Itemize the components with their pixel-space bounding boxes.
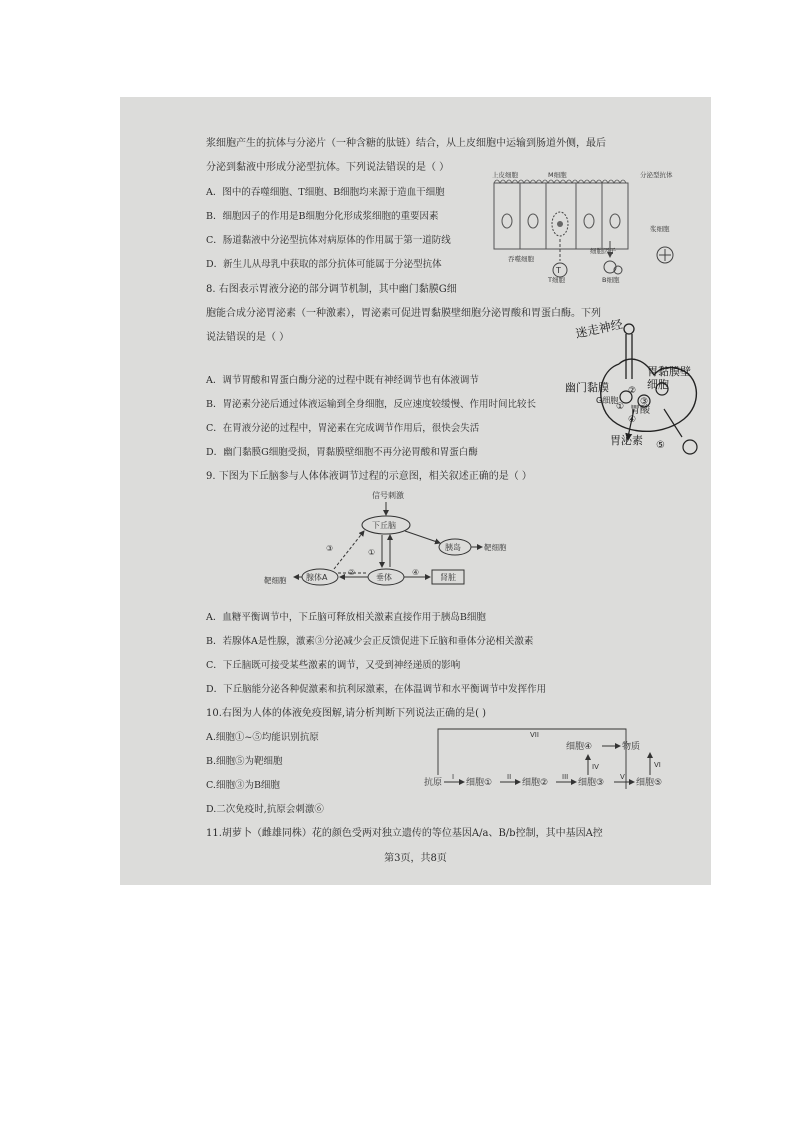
q8-option-a: A．调节胃酸和胃蛋白酶分泌的过程中既有神经调节也有体液调节	[206, 375, 479, 386]
hand-number-4: ④	[628, 415, 637, 425]
q10-option-c: C.细胞③为B细胞	[206, 780, 280, 791]
signal-stimulus-label: 信号刺激	[372, 491, 404, 500]
q7-option-a: A．图中的吞噬细胞、T细胞、B细胞均来源于造血干细胞	[206, 187, 445, 198]
macrophage-label: 吞噬细胞	[508, 255, 534, 263]
q7-option-d: D．新生儿从母乳中获取的部分抗体可能属于分泌型抗体	[206, 259, 442, 270]
q9-option-c: C．下丘脑既可接受某些激素的调节，又受到神经递质的影响	[206, 660, 461, 671]
hand-number-2: ②	[628, 386, 637, 396]
q8-stem-line-2: 胞能合成分泌胃泌素（一种激素），胃泌素可促进胃黏膜壁细胞分泌胃酸和胃蛋白酶。下列	[206, 308, 601, 319]
q11-stem: 11.胡萝卜（雌雄同株）花的颜色受两对独立遗传的等位基因A/a、B/b控制，其中基因A控	[206, 828, 603, 839]
t-cell-letter: T	[556, 266, 561, 275]
t-cell-label: T细胞	[548, 276, 565, 284]
q7-option-c: C．肠道黏液中分泌型抗体对病原体的作用属于第一道防线	[206, 235, 451, 246]
q9-option-a: A．血糖平衡调节中，下丘脑可释放相关激素直接作用于胰岛B细胞	[206, 612, 486, 623]
route-ii: II	[507, 773, 512, 781]
q9-option-d: D．下丘脑能分泌各种促激素和抗利尿激素，在体温调节和水平衡调节中发挥作用	[206, 684, 547, 695]
q8-option-d: D．幽门黏膜G细胞受损，胃黏膜壁细胞不再分泌胃酸和胃蛋白酶	[206, 447, 478, 458]
hypo-num-4: ④	[412, 568, 420, 577]
cell-4-label: 细胞④	[566, 742, 593, 752]
route-vi: VI	[654, 761, 661, 769]
islet-target-label: 靶细胞	[484, 543, 507, 552]
hypo-num-2: ②	[348, 568, 356, 577]
q8-option-b: B．胃泌素分泌后通过体液运输到全身细胞，反应速度较缓慢、作用时间比较长	[206, 399, 536, 410]
hand-number-3: ③	[640, 397, 649, 407]
route-iii: III	[562, 773, 569, 781]
exam-page	[120, 97, 711, 885]
substance-label: 物质	[622, 742, 641, 752]
q9-stem: 9. 下图为下丘脑参与人体体液调节过程的示意图，相关叙述正确的是（ ）	[206, 471, 532, 482]
q10-option-a: A.细胞①~⑤均能识别抗原	[206, 732, 319, 743]
hand-label-gastrin: 胃泌素	[610, 434, 643, 447]
hand-number-1: ①	[616, 402, 625, 412]
cell-2-label: 细胞②	[522, 778, 549, 788]
q10-stem: 10.右图为人体的体液免疫图解,请分析判断下列说法正确的是( )	[206, 708, 487, 719]
hypothalamus-label: 下丘脑	[372, 521, 396, 530]
intestinal-epithelium-diagram	[490, 169, 695, 284]
cell-3-label: 细胞③	[578, 778, 605, 788]
antigen-label: 抗原	[424, 778, 443, 788]
cytokine-label: 细胞因子	[590, 247, 616, 255]
intro-line-2: 分泌到黏液中形成分泌型抗体。下列说法错误的是（ ）	[206, 162, 450, 173]
plasma-cell-label: 浆细胞	[650, 225, 670, 233]
route-v: V	[620, 773, 625, 781]
q10-option-b: B.细胞⑤为靶细胞	[206, 756, 283, 767]
hand-label-parietal: 胃黏膜壁细胞	[647, 365, 691, 391]
hypo-num-3: ③	[326, 544, 334, 553]
secretory-antibody-label: 分泌型抗体	[640, 171, 673, 179]
cell-5-label: 细胞⑤	[636, 778, 663, 788]
islet-label: 胰岛	[445, 543, 461, 552]
q8-option-c: C．在胃液分泌的过程中，胃泌素在完成调节作用后，很快会失活	[206, 423, 480, 434]
kidney-label: 肾脏	[440, 573, 456, 582]
hand-label-vagus: 迷走神经	[574, 317, 625, 341]
b-cell-label: B细胞	[602, 276, 620, 284]
gland-target-label: 靶细胞	[264, 576, 287, 585]
hand-label-acid: 胃酸	[630, 405, 650, 416]
q10-option-d: D.二次免疫时,抗原会刺激⑥	[206, 804, 324, 815]
page-footer: 第3页，共8页	[384, 853, 447, 864]
hand-number-5: ⑤	[656, 440, 665, 451]
gland-a-label: 腺体A	[306, 573, 328, 582]
m-cell-label: M细胞	[548, 171, 567, 179]
hypo-num-1: ①	[368, 548, 376, 557]
q7-option-b: B．细胞因子的作用是B细胞分化形成浆细胞的重要因素	[206, 211, 439, 222]
q9-option-b: B．若腺体A是性腺，激素③分泌减少会正反馈促进下丘脑和垂体分泌相关激素	[206, 636, 534, 647]
humoral-immunity-diagram	[420, 725, 680, 815]
hypothalamus-regulation-diagram	[290, 487, 510, 597]
hand-label-g-cell: G细胞	[596, 396, 619, 405]
q8-stem-line-1: 8. 右图表示胃液分泌的部分调节机制，其中幽门黏膜G细	[206, 284, 457, 295]
cell-1-label: 细胞①	[466, 778, 493, 788]
intro-line-1: 浆细胞产生的抗体与分泌片（一种含糖的肽链）结合，从上皮细胞中运输到肠道外侧，最后	[206, 138, 606, 149]
pituitary-label: 垂体	[376, 573, 392, 582]
q8-stem-line-3: 说法错误的是（ ）	[206, 332, 290, 343]
route-iv: IV	[592, 763, 599, 771]
hand-label-pylorus: 幽门黏膜	[565, 381, 609, 394]
route-vii: VII	[530, 731, 539, 739]
route-i: I	[452, 773, 455, 781]
epithelial-cell-label: 上皮细胞	[492, 171, 518, 179]
